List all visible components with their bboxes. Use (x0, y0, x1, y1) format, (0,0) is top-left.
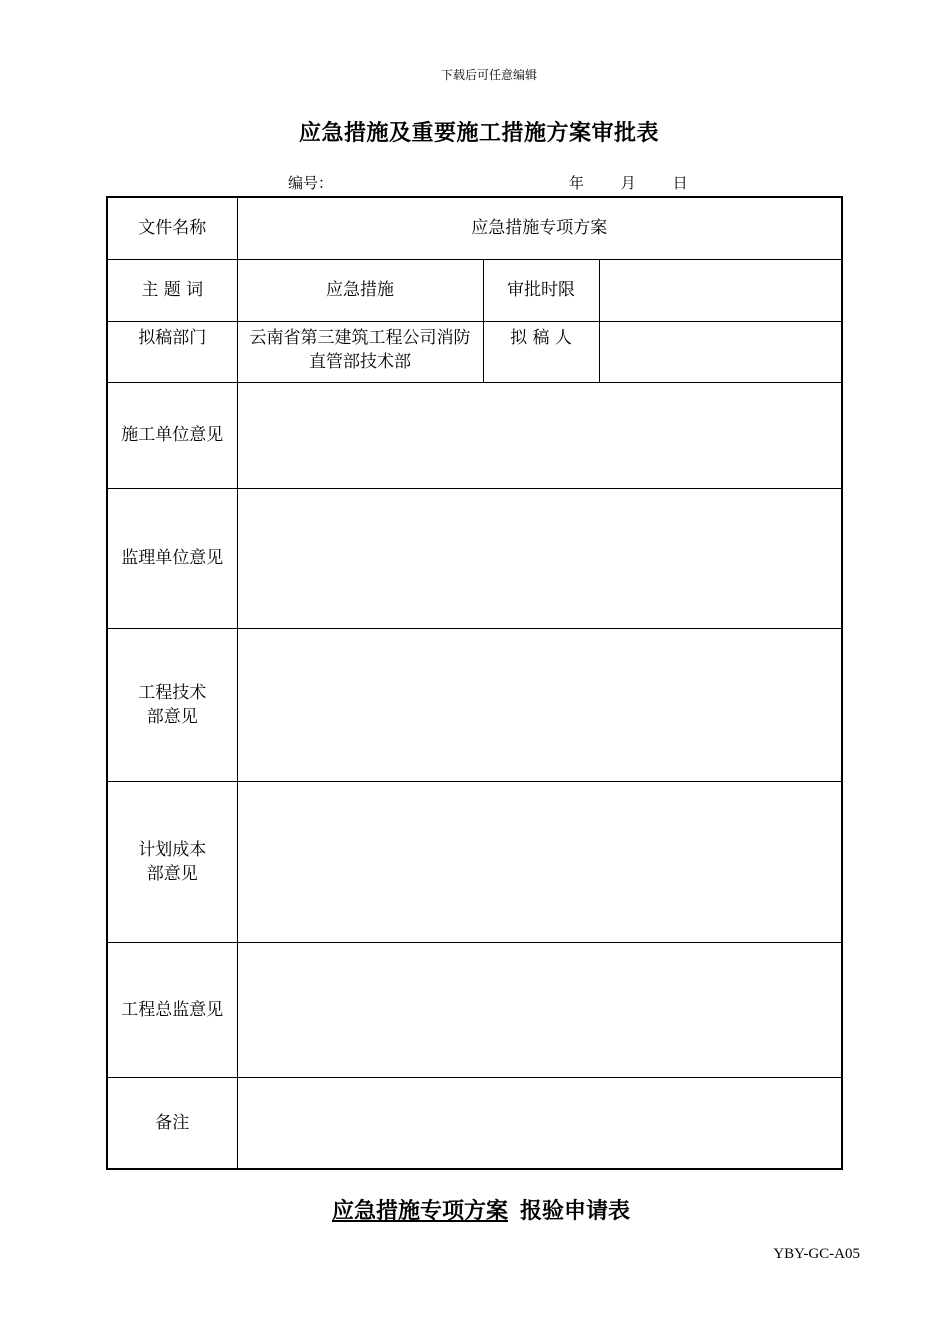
drafting-dept-label: 拟稿部门 (107, 321, 237, 382)
supervision-unit-opinion-label: 监理单位意见 (107, 488, 237, 628)
file-name-label: 文件名称 (107, 197, 237, 259)
engineering-tech-dept-opinion-label: 工程技术部意见 (107, 628, 237, 781)
construction-unit-opinion-value (237, 382, 842, 488)
date-day-label: 日 (672, 174, 688, 192)
form-code: YBY-GC-A05 (773, 1246, 860, 1262)
table-row (107, 382, 842, 488)
drafter-value (599, 321, 842, 382)
footer-title-rest: 报验申请表 (520, 1198, 631, 1224)
remarks-value (237, 1077, 842, 1169)
approval-period-label: 审批时限 (483, 259, 599, 321)
date-month-label: 月 (620, 174, 636, 192)
table-row (107, 781, 842, 942)
table-row (107, 628, 842, 781)
footer-title-underlined: 应急措施专项方案 (332, 1198, 509, 1224)
chief-engineer-opinion-value (237, 942, 842, 1077)
table-row (107, 259, 842, 321)
construction-unit-opinion-label: 施工单位意见 (107, 382, 237, 488)
file-name-value: 应急措施专项方案 (237, 197, 842, 259)
table-row (107, 488, 842, 628)
drafter-label: 拟 稿 人 (483, 321, 599, 382)
date-line (569, 172, 706, 193)
header-note: 下载后可任意编辑 (440, 68, 537, 82)
serial-number-label: 编号： (288, 174, 334, 192)
document-title: 应急措施及重要施工措施方案审批表 (298, 120, 659, 146)
supervision-unit-opinion-value (237, 488, 842, 628)
approval-form-table (106, 196, 843, 1170)
approval-period-value (599, 259, 842, 321)
footer-title (320, 1194, 630, 1225)
remarks-label: 备注 (107, 1077, 237, 1169)
drafting-dept-value: 云南省第三建筑工程公司消防直管部技术部 (237, 321, 483, 382)
engineering-tech-dept-opinion-value (237, 628, 842, 781)
table-row (107, 321, 842, 382)
topic-value: 应急措施 (237, 259, 483, 321)
planning-cost-dept-opinion-label: 计划成本部意见 (107, 781, 237, 942)
planning-cost-dept-opinion-value (237, 781, 842, 942)
topic-label: 主 题 词 (107, 259, 237, 321)
date-year-label: 年 (569, 174, 585, 192)
table-row (107, 1077, 842, 1169)
table-row (107, 942, 842, 1077)
table-row (107, 197, 842, 259)
chief-engineer-opinion-label: 工程总监意见 (107, 942, 237, 1077)
